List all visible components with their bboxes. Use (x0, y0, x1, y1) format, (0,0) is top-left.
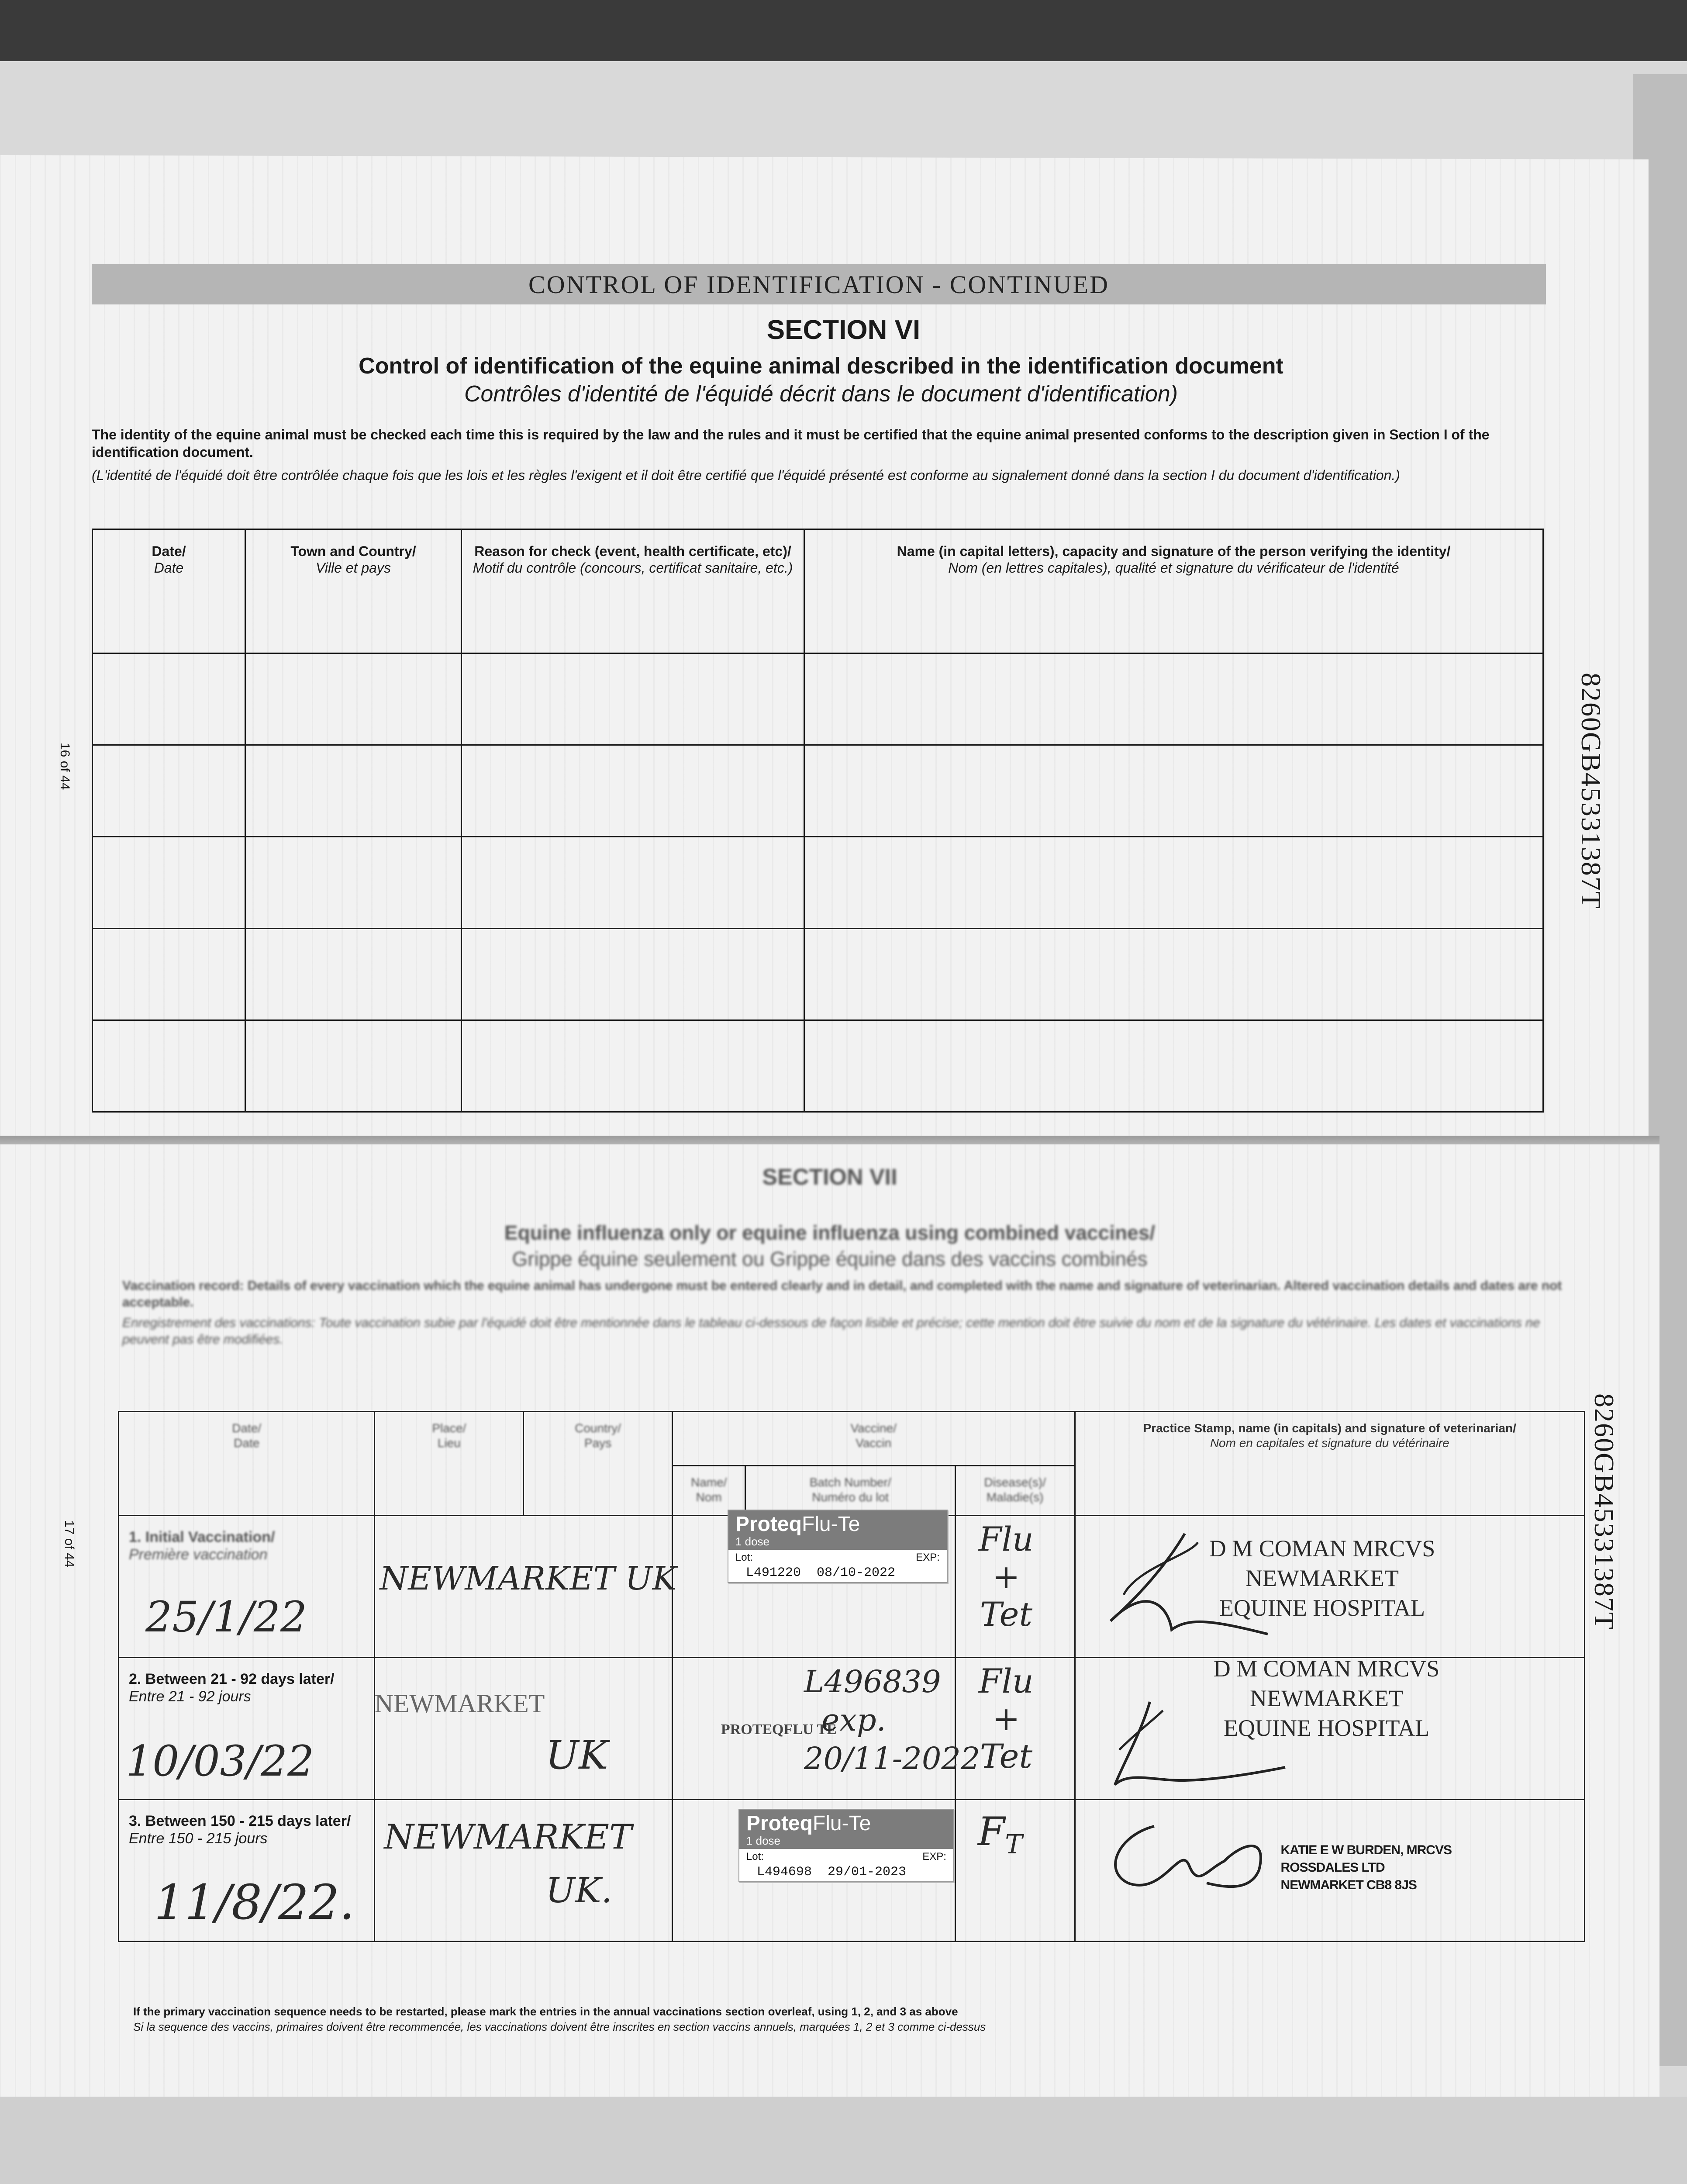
row3-disease: $F_T$ (977, 1809, 1023, 1860)
row3-stamp-cell (1075, 1800, 1584, 1942)
col-town-country: Town and Country/ Ville et pays (245, 529, 462, 653)
col-disease: Disease(s)/ Maladie(s) (955, 1466, 1075, 1516)
section-vi-subtitle-fr: Contrôles d'identité de l'équidé décrit dans le document d'identification) (464, 381, 1178, 407)
col-reason: Reason for check (event, health certificate, etc)/ Motif du contrôle (concours, certificat sanitaire, etc.) (462, 529, 804, 653)
col-verifier: Name (in capital letters), capacity and signature of the person verifying the identity/ Nom (en lettres capitales), qualité et signature du vérificateur de l'identité (804, 529, 1543, 653)
row2-country: UK (545, 1732, 608, 1778)
row3-label: 3. Between 150 - 215 days later/ Entre 150 - 215 jours (129, 1813, 351, 1847)
row2-date: 10/03/22 (126, 1737, 314, 1786)
footer-note-en: If the primary vaccination sequence needs to be restarted, please mark the entries in the annual vaccinations section overleaf, using 1, 2, and 3 as above (133, 2005, 958, 2018)
passport-number-side: 8260GB45331387T (1576, 673, 1607, 909)
row3-signature (1093, 1818, 1276, 1905)
row2-label: 2. Between 21 - 92 days later/ Entre 21 - 92 jours (129, 1671, 335, 1705)
section-vi-intro-fr: (L'identité de l'équidé doit être contrôlée chaque fois que les lois et les règles l'exigent et il doit être certifié que l'équidé présenté est conforme au signalement donné dans la section I du document d'identification.) (92, 467, 1400, 483)
section-vii-title: SECTION VII (762, 1165, 897, 1190)
row1-date: 25/1/22 (145, 1593, 307, 1641)
col-practice-stamp: Practice Stamp, name (in capitals) and signature of veterinarian/ Nom en capitales et signature du vétérinaire (1075, 1412, 1584, 1516)
row1-vaccine-cell (672, 1513, 955, 1658)
section-vi-subtitle-en: Control of identification of the equine animal described in the identification document (359, 353, 1283, 379)
table-row (93, 1020, 1543, 1112)
section-vi-title: SECTION VI (766, 315, 921, 345)
row2-disease-cell (955, 1658, 1075, 1800)
table-row (93, 653, 1543, 745)
row2-practice-stamp: D M COMAN MRCVS NEWMARKET EQUINE HOSPITAL (1213, 1655, 1440, 1741)
row1-vaccine-sticker: ProteqFlu-Te 1 dose Lot: EXP: L491220 08/10-2022 (728, 1510, 948, 1583)
row1-practice-stamp: D M COMAN MRCVS NEWMARKET EQUINE HOSPITAL (1209, 1535, 1435, 1621)
footer-note-fr: Si la sequence des vaccins, primaires doivent être recommencée, les vaccinations doivent être inscrites en section vaccins annuels, marquées 1, 2 et 3 comme ci-dessus (133, 2020, 986, 2033)
row3-vaccine-cell (672, 1800, 955, 1942)
col-country: Country/ Pays (524, 1412, 673, 1516)
row2-batch: L496839 exp. 20/11-2022 (804, 1664, 980, 1776)
row1-disease-cell (955, 1516, 1075, 1658)
passport-number-side-bottom: 8260GB45331387T (1589, 1393, 1620, 1630)
col-date: Date/ Date (93, 529, 245, 653)
row3-country: UK. (545, 1870, 613, 1911)
row3-place: NEWMARKET (384, 1818, 632, 1857)
page-number-bottom: 17 of 44 (62, 1520, 76, 1568)
row3-disease-cell (955, 1800, 1075, 1942)
col-vaccine: Vaccine/ Vaccin (672, 1412, 1075, 1466)
row3-date-cell (119, 1800, 375, 1942)
vaccination-row-1 (119, 1516, 1585, 1658)
col-place: Place/ Lieu (375, 1412, 524, 1516)
row2-vaccine-name: PROTEQFLU TE (721, 1721, 837, 1738)
page-number: 16 of 44 (58, 743, 72, 790)
row2-stamp-cell (1075, 1655, 1584, 1800)
row1-date-cell (119, 1516, 375, 1658)
vaccination-row-2 (119, 1658, 1585, 1800)
row3-practice-stamp: KATIE E W BURDEN, MRCVS ROSSDALES LTD NEWMARKET CB8 8JS (1280, 1843, 1452, 1892)
row2-date-cell (119, 1658, 375, 1800)
row1-place: NEWMARKET UK (379, 1560, 677, 1597)
section-vii-subtitle-en: Equine influenza only or equine influenza using combined vaccines/ (504, 1221, 1156, 1244)
col-vaccine-name: Name/ Nom (672, 1466, 745, 1516)
vaccination-table (118, 1411, 1585, 1942)
section-vii-intro-fr: Enregistrement des vaccinations: Toute vaccination subie par l'équidé doit être mentionnée dans le tableau ci-dessous de façon lisible et précise; cette mention doit être suivie du nom et de la signature du vétérinaire. Les dates et vaccinations ne peuvent pas être modifiées. (122, 1316, 1540, 1347)
col-batch: Batch Number/ Numéro du lot (745, 1466, 955, 1516)
identity-check-table (92, 529, 1544, 1113)
section-vii-subtitle-fr: Grippe équine seulement ou Grippe équine dans des vaccins combinés (512, 1248, 1148, 1270)
row3-place-cell (375, 1800, 672, 1942)
table-row (93, 929, 1543, 1020)
row2-place-cell (375, 1658, 672, 1800)
table-row (93, 745, 1543, 837)
row2-disease: Flu + Tet (978, 1662, 1034, 1776)
vaccination-row-3 (119, 1800, 1585, 1942)
row2-place-stamp: NEWMARKET (374, 1689, 545, 1718)
section-vi-intro-en: The identity of the equine animal must be checked each time this is required by the law and the rules and it must be certified that the equine animal presented conforms to the description given in Section I of the identification document. (92, 427, 1490, 460)
row3-vaccine-sticker: ProteqFlu-Te 1 dose Lot: EXP: L494698 29/01-2023 (738, 1809, 954, 1882)
section-vii-intro-en: Vaccination record: Details of every vaccination which the equine animal has undergone must be entered clearly and in detail, and completed with the name and signature of veterinarian. Altered vaccination details and dates are not acceptable. (122, 1279, 1562, 1310)
table-row (93, 837, 1543, 929)
row1-stamp-cell (1075, 1516, 1584, 1658)
header-band: CONTROL OF IDENTIFICATION - CONTINUED (92, 264, 1546, 304)
row2-vaccine-cell (672, 1658, 980, 1800)
cover-bottom (0, 2097, 1687, 2184)
row1-label: 1. Initial Vaccination/ Première vaccination (129, 1529, 275, 1563)
row1-place-cell (375, 1516, 677, 1658)
col-date: Date/ Date (119, 1412, 375, 1516)
row3-date: 11/8/22. (154, 1874, 355, 1930)
row1-disease: Flu + Tet (978, 1520, 1034, 1634)
